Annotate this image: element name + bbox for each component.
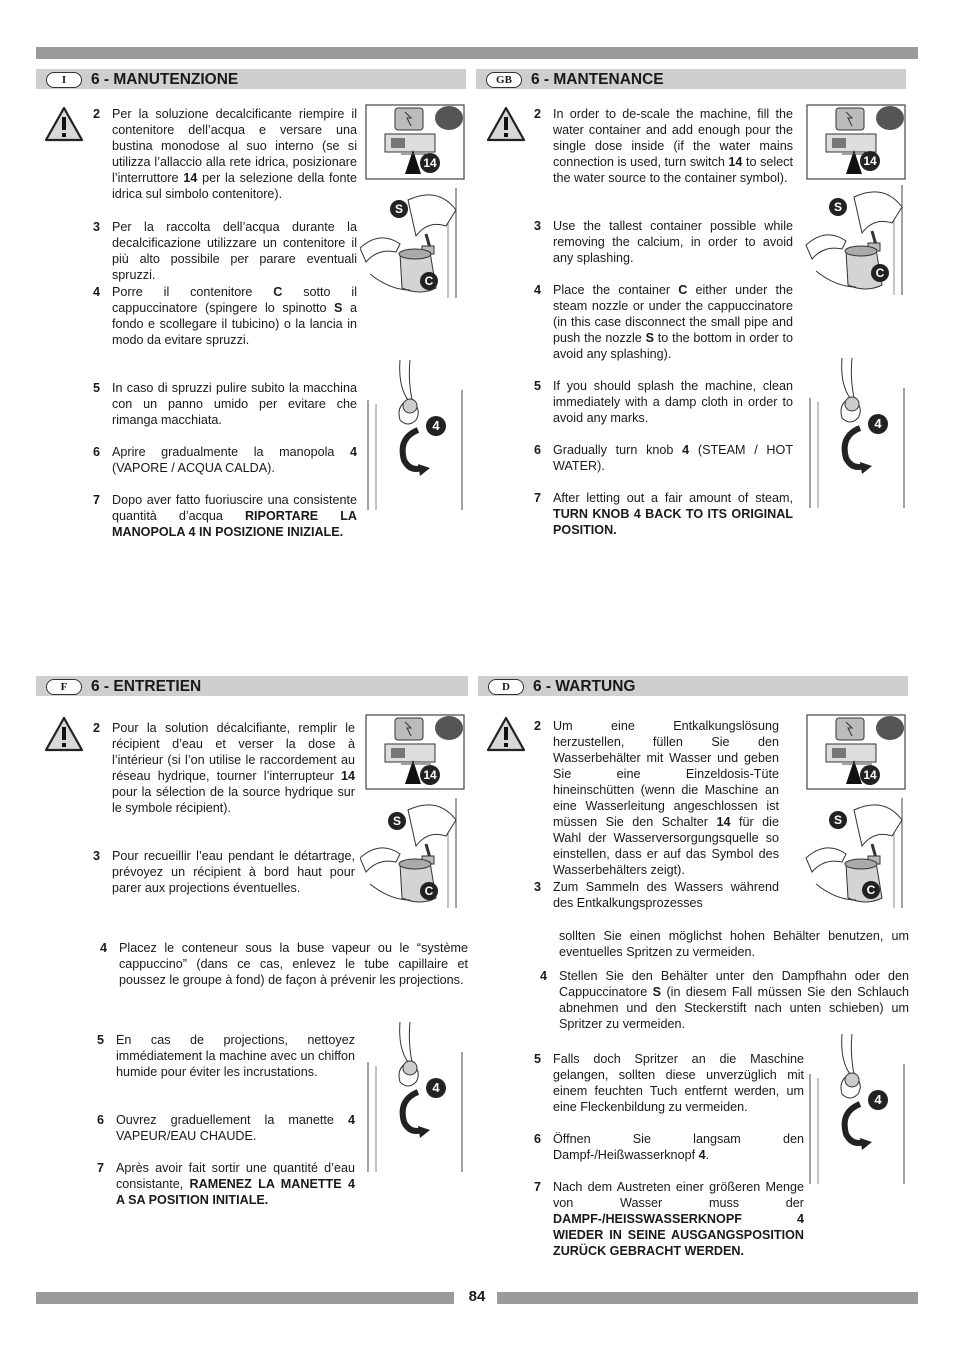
step-number: 2 [93, 107, 101, 121]
label-14: 14 [420, 765, 440, 785]
step-it-4: 4 Porre il contenitore C sotto il cappuccinatore (spingere lo spinotto S a fondo e scollegare il tubicino) o la lancia in modo da evitare spruzzi. [93, 285, 357, 347]
step-number: 6 [93, 445, 101, 459]
step-it-3: 3 Per la raccolta dell’acqua durante la decalcificazione utilizzare un contenitore il più alto possibile per parare eventuali spruzzi. [93, 220, 357, 282]
step-fr-3: 3 Pour recueillir l’eau pendant le détartrage, prévoyez un récipient à bord haut pour parer aux projections éventuelles. [93, 849, 355, 895]
warning-icon [44, 106, 84, 142]
section-title-fr: 6 - ENTRETIEN [91, 678, 202, 695]
step-number: 2 [534, 107, 542, 121]
step-number: 3 [534, 219, 542, 233]
step-number: 5 [93, 381, 101, 395]
top-rule [36, 47, 918, 59]
step-it-7: 7 Dopo aver fatto fuoriuscire una consistente quantità d’acqua RIPORTARE LA MANOPOLA 4 IN POSIZIONE INIZIALE. [93, 493, 357, 539]
switch-panel-illustration [806, 714, 906, 790]
step-fr-4: 4 Placez le conteneur sous la buse vapeur ou le “système cappuccino” (dans ce cas, enlevez le tube capillaire et poussez le groupe à fond) de façon à prévenir les projections. [100, 941, 468, 987]
label-c: C [420, 882, 438, 900]
label-14: 14 [860, 151, 880, 171]
step-de-5: 5 Falls doch Spritzer an die Maschine gelangen, sollten diese unverzüglich mit einem feuchten Tuch entfernt werden, um eine Fleckenbildung zu vermeiden. [534, 1052, 804, 1114]
step-de-4: 4 Stellen Sie den Behälter unter den Dampfhahn oder den Cappuccinatore S (in diesem Fall müssen Sie den Schlauch abnehmen und den Steckerstift nach unten schieben) um Spritzer zu vermeiden. [540, 969, 909, 1031]
step-fr-2: 2 Pour la solution décalcifiante, remplir le récipient d’eau et verser la dose à l’intérieur (si l’on utilise le raccordement au réseau hydrique, tourner l’interrupteur 14 pour la sélection de la source hydrique sur le symbole récipient). [93, 721, 355, 815]
label-4: 4 [868, 1090, 888, 1110]
label-c: C [420, 272, 438, 290]
label-4: 4 [426, 1078, 446, 1098]
step-number: 6 [97, 1113, 105, 1127]
step-de-3: 3 Zum Sammeln des Wassers während des Entkalkungsprozesses [534, 880, 779, 910]
step-de-2: 2 Um eine Entkalkungslösung herzustellen, füllen Sie den Wasserbehälter mit Wasser und geben Sie eine Einzeldosis-Tüte hineinschütten (wenn die Maschine an eine Wasserleitung angeschlossen ist müssen Sie den Schalter 14 für die Wahl der Wasserversorgungsquelle so einstellen, dass er auf das Symbol des Wasserbehälters zeigt). [534, 719, 779, 877]
step-it-2: 2 Per la soluzione decalcificante riempire il contenitore dell’acqua e versare una bustina monodose al suo interno (se si utilizza l’allaccio alla rete idrica, posizionare l’interruttore 14 per la selezione della fonte idrica sul simbolo contenitore). [93, 107, 358, 201]
container-nozzle-illustration [360, 798, 460, 908]
container-nozzle-illustration [801, 798, 911, 908]
label-s: S [829, 811, 847, 829]
step-number: 6 [534, 1132, 542, 1146]
step-gb-5: 5 If you should splash the machine, clean immediately with a damp cloth in order to avoid any marks. [534, 379, 793, 425]
section-header-it [36, 69, 466, 89]
warning-icon [44, 716, 84, 752]
step-number: 4 [534, 283, 542, 297]
step-fr-6: 6 Ouvrez graduellement la manette 4 VAPEUR/EAU CHAUDE. [97, 1113, 355, 1143]
step-fr-7: 7 Après avoir fait sortir une quantité d’eau consistante, RAMENEZ LA MANETTE 4 A SA POSITION INITIALE. [97, 1161, 355, 1207]
step-number: 2 [93, 721, 101, 735]
step-number: 4 [100, 941, 108, 955]
step-it-5: 5 In caso di spruzzi pulire subito la macchina con un panno umido per evitare che rimanga macchiata. [93, 381, 357, 427]
label-14: 14 [420, 153, 440, 173]
step-gb-2: 2 In order to de-scale the machine, fill the water container and add enough pour the single dose inside (if the water mains connection is used, turn switch 14 to select the water source to the container symbol). [534, 107, 793, 185]
step-number: 7 [534, 1180, 542, 1194]
label-s: S [390, 200, 408, 218]
step-number: 6 [534, 443, 542, 457]
lang-badge-fr: F [46, 679, 82, 695]
label-c: C [871, 264, 889, 282]
knob-illustration [366, 360, 466, 510]
section-title-gb: 6 - MANTENANCE [531, 71, 664, 88]
step-gb-7: 7 After letting out a fair amount of steam, TURN KNOB 4 BACK TO ITS ORIGINAL POSITION. [534, 491, 793, 537]
bottom-rule-left [36, 1292, 454, 1304]
section-title-it: 6 - MANUTENZIONE [91, 71, 239, 88]
label-s: S [829, 198, 847, 216]
knob-illustration [366, 1022, 466, 1172]
label-c: C [862, 881, 880, 899]
label-14: 14 [860, 765, 880, 785]
warning-icon [486, 106, 526, 142]
step-continuation: sollten Sie einen möglichst hohen Behälter benutzen, um eventuelles Spritzen zu vermeiden. [559, 929, 909, 959]
warning-icon [486, 716, 526, 752]
step-number: 3 [93, 849, 101, 863]
step-number: 3 [93, 220, 101, 234]
knob-illustration [808, 358, 908, 508]
bottom-rule-right [497, 1292, 918, 1304]
page-number: 84 [468, 1288, 486, 1305]
label-4: 4 [868, 414, 888, 434]
section-header-fr [36, 676, 468, 696]
step-de-6: 6 Öffnen Sie langsam den Dampf-/Heißwasserknopf 4. [534, 1132, 804, 1162]
section-header-de [478, 676, 908, 696]
step-number: 4 [540, 969, 548, 983]
step-de-7: 7 Nach dem Austreten einer größeren Menge von Wasser muss der DAMPF-/HEISSWASSERKNOPF 4 WIEDER IN SEINE AUSGANGSPOSITION ZURÜCK GEBRACHT WERDEN. [534, 1180, 804, 1258]
container-nozzle-illustration [801, 185, 911, 295]
label-s: S [388, 812, 406, 830]
knob-illustration [808, 1034, 908, 1184]
section-title-de: 6 - WARTUNG [533, 678, 636, 695]
step-number: 5 [534, 1052, 542, 1066]
step-number: 7 [93, 493, 101, 507]
step-number: 5 [97, 1033, 105, 1047]
switch-panel-illustration [365, 104, 465, 180]
step-number: 7 [534, 491, 542, 505]
switch-panel-illustration [806, 104, 906, 180]
section-header-gb [476, 69, 906, 89]
switch-panel-illustration [365, 714, 465, 790]
step-number: 3 [534, 880, 542, 894]
step-number: 7 [97, 1161, 105, 1175]
step-number: 4 [93, 285, 101, 299]
step-it-6: 6 Aprire gradualmente la manopola 4 (VAPORE / ACQUA CALDA). [93, 445, 357, 475]
step-number: 2 [534, 719, 542, 733]
step-de-3-cont [540, 928, 909, 960]
step-gb-3: 3 Use the tallest container possible while removing the calcium, in order to avoid any splashing. [534, 219, 793, 265]
step-gb-4: 4 Place the container C either under the steam nozzle or under the cappuccinatore (in this case disconnect the small pipe and push the nozzle S to the bottom in order to avoid any splashing). [534, 283, 793, 361]
step-number: 5 [534, 379, 542, 393]
step-gb-6: 6 Gradually turn knob 4 (STEAM / HOT WATER). [534, 443, 794, 473]
lang-badge-de: D [488, 679, 524, 695]
lang-badge-it: I [46, 72, 82, 88]
container-nozzle-illustration [360, 188, 460, 298]
step-fr-5: 5 En cas de projections, nettoyez immédiatement la machine avec un chiffon humide pour éviter les incrustations. [97, 1033, 355, 1079]
lang-badge-gb: GB [486, 72, 522, 88]
label-4: 4 [426, 416, 446, 436]
